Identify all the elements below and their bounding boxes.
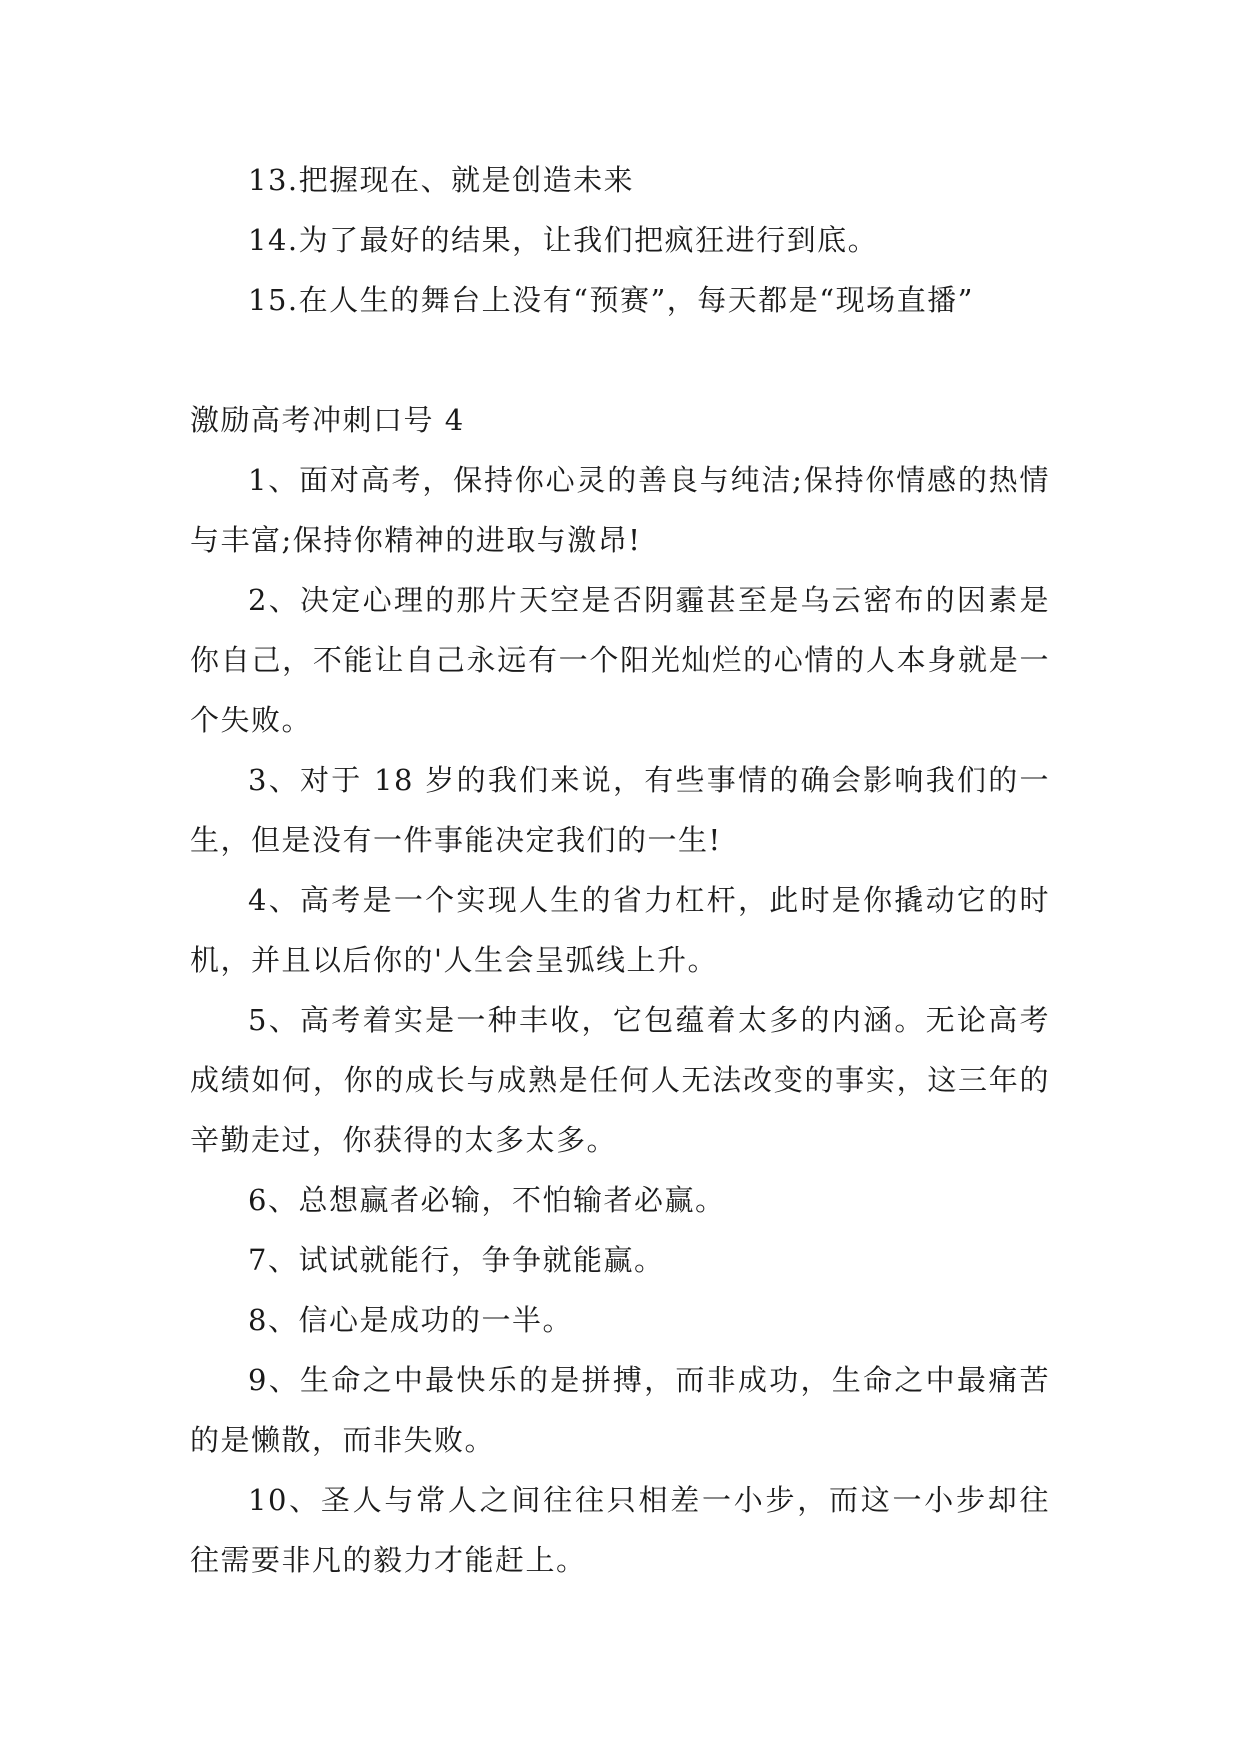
list-item-14: 14.为了最好的结果，让我们把疯狂进行到底。 xyxy=(248,223,879,257)
section-title: 激励高考冲刺口号 4 xyxy=(190,403,465,437)
list-item-2: 2、决定心理的那片天空是否阴霾甚至是乌云密布的因素是你自己，不能让自己永远有一个阳光灿烂的心情的人本身就是一个失败。 xyxy=(190,583,1050,737)
list-item-6: 6、总想赢者必输，不怕输者必赢。 xyxy=(248,1183,726,1217)
document-body xyxy=(190,150,1050,1590)
list-item-9: 9、生命之中最快乐的是拼搏，而非成功，生命之中最痛苦的是懒散，而非失败。 xyxy=(190,1363,1050,1457)
list-item-3: 3、对于 18 岁的我们来说，有些事情的确会影响我们的一生，但是没有一件事能决定我们的一生! xyxy=(190,763,1050,857)
list-item-13: 13.把握现在、就是创造未来 xyxy=(248,163,635,197)
list-item-7: 7、试试就能行，争争就能赢。 xyxy=(248,1243,665,1277)
list-item-1: 1、面对高考，保持你心灵的善良与纯洁;保持你情感的热情与丰富;保持你精神的进取与激昂! xyxy=(190,463,1050,557)
section-spacer xyxy=(190,330,1050,390)
list-item-8: 8、信心是成功的一半。 xyxy=(248,1303,573,1337)
list-item-5: 5、高考着实是一种丰收，它包蕴着太多的内涵。无论高考成绩如何，你的成长与成熟是任何人无法改变的事实，这三年的辛勤走过，你获得的太多太多。 xyxy=(190,1003,1050,1157)
list-item-4: 4、高考是一个实现人生的省力杠杆，此时是你撬动它的时机，并且以后你的'人生会呈弧线上升。 xyxy=(190,883,1050,977)
list-item-15: 15.在人生的舞台上没有“预赛”，每天都是“现场直播” xyxy=(248,283,974,317)
list-item-10: 10、圣人与常人之间往往只相差一小步，而这一小步却往往需要非凡的毅力才能赶上。 xyxy=(190,1483,1050,1577)
